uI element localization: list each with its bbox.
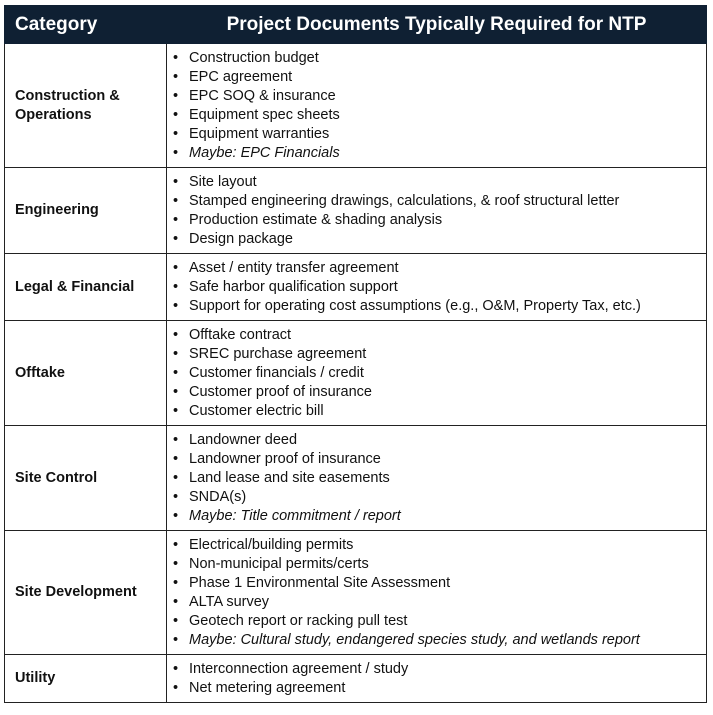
- documents-column-header: Project Documents Typically Required for NTP: [167, 6, 707, 44]
- list-item: [173, 106, 706, 125]
- list-item: [173, 574, 706, 593]
- list-item: [173, 87, 706, 106]
- table-row: [5, 168, 707, 254]
- document-list: [167, 44, 706, 167]
- category-cell: Site Development: [5, 531, 167, 655]
- bullet-icon: •: [173, 346, 179, 362]
- list-item: [173, 297, 706, 316]
- document-item-text: Design package: [189, 231, 293, 247]
- bullet-icon: •: [173, 632, 179, 648]
- bullet-icon: •: [173, 298, 179, 314]
- bullet-icon: •: [173, 260, 179, 276]
- document-item-text: Customer proof of insurance: [189, 384, 372, 400]
- document-item-text: Landowner proof of insurance: [189, 451, 381, 467]
- bullet-icon: •: [173, 556, 179, 572]
- document-item-text: Safe harbor qualification support: [189, 279, 398, 295]
- category-column-header: Category: [5, 6, 167, 44]
- category-cell: Legal & Financial: [5, 254, 167, 321]
- document-list: [167, 426, 706, 530]
- bullet-icon: •: [173, 107, 179, 123]
- bullet-icon: •: [173, 50, 179, 66]
- document-list: [167, 254, 706, 320]
- document-item-text: ALTA survey: [189, 594, 270, 610]
- list-item: [173, 125, 706, 144]
- list-item: [173, 402, 706, 421]
- table-row: [5, 254, 707, 321]
- category-cell: Engineering: [5, 168, 167, 254]
- list-item: [173, 68, 706, 87]
- bullet-icon: •: [173, 145, 179, 161]
- list-item: [173, 211, 706, 230]
- bullet-icon: •: [173, 403, 179, 419]
- bullet-icon: •: [173, 88, 179, 104]
- document-item-text: EPC SOQ & insurance: [189, 88, 336, 104]
- documents-cell: [167, 655, 707, 703]
- document-item-text: Equipment spec sheets: [189, 107, 340, 123]
- bullet-icon: •: [173, 212, 179, 228]
- bullet-icon: •: [173, 508, 179, 524]
- bullet-icon: •: [173, 279, 179, 295]
- document-item-text: Construction budget: [189, 50, 319, 66]
- bullet-icon: •: [173, 193, 179, 209]
- bullet-icon: •: [173, 489, 179, 505]
- document-item-text: Net metering agreement: [189, 680, 346, 696]
- document-item-text: SNDA(s): [189, 489, 247, 505]
- category-cell: Offtake: [5, 321, 167, 426]
- bullet-icon: •: [173, 365, 179, 381]
- documents-cell: [167, 321, 707, 426]
- bullet-icon: •: [173, 451, 179, 467]
- bullet-icon: •: [173, 594, 179, 610]
- table-row: [5, 426, 707, 531]
- document-item-text: Interconnection agreement / study: [189, 661, 409, 677]
- ntp-documents-table: [4, 5, 707, 703]
- header-row: [5, 6, 707, 44]
- category-cell: Site Control: [5, 426, 167, 531]
- table-row: [5, 531, 707, 655]
- document-item-text: Asset / entity transfer agreement: [189, 260, 399, 276]
- list-item: [173, 555, 706, 574]
- table-body: [5, 44, 707, 703]
- list-item: [173, 612, 706, 631]
- list-item: [173, 49, 706, 68]
- list-item: [173, 488, 706, 507]
- document-item-text: Equipment warranties: [189, 126, 330, 142]
- list-item: [173, 383, 706, 402]
- document-item-text: Electrical/building permits: [189, 537, 354, 553]
- bullet-icon: •: [173, 327, 179, 343]
- list-item: [173, 345, 706, 364]
- documents-cell: [167, 426, 707, 531]
- document-list: [167, 655, 706, 702]
- bullet-icon: •: [173, 537, 179, 553]
- document-item-text: Customer electric bill: [189, 403, 324, 419]
- bullet-icon: •: [173, 432, 179, 448]
- document-item-text: Maybe: Title commitment / report: [189, 508, 401, 524]
- bullet-icon: •: [173, 661, 179, 677]
- list-item: [173, 431, 706, 450]
- bullet-icon: •: [173, 613, 179, 629]
- list-item: [173, 173, 706, 192]
- list-item: [173, 507, 706, 526]
- document-item-text: Customer financials / credit: [189, 365, 364, 381]
- list-item: [173, 144, 706, 163]
- document-list: [167, 168, 706, 253]
- document-item-text: Non-municipal permits/certs: [189, 556, 369, 572]
- bullet-icon: •: [173, 384, 179, 400]
- bullet-icon: •: [173, 126, 179, 142]
- list-item: [173, 536, 706, 555]
- bullet-icon: •: [173, 680, 179, 696]
- list-item: [173, 326, 706, 345]
- document-item-text: Offtake contract: [189, 327, 292, 343]
- category-cell: Utility: [5, 655, 167, 703]
- list-item: [173, 469, 706, 488]
- documents-cell: [167, 44, 707, 168]
- document-item-text: Maybe: Cultural study, endangered species study, and wetlands report: [189, 632, 640, 648]
- documents-cell: [167, 531, 707, 655]
- bullet-icon: •: [173, 470, 179, 486]
- document-list: [167, 531, 706, 654]
- document-item-text: Geotech report or racking pull test: [189, 613, 408, 629]
- document-item-text: Site layout: [189, 174, 257, 190]
- document-item-text: Maybe: EPC Financials: [189, 145, 340, 161]
- list-item: [173, 364, 706, 383]
- document-item-text: Stamped engineering drawings, calculations, & roof structural letter: [189, 193, 620, 209]
- bullet-icon: •: [173, 231, 179, 247]
- document-item-text: Land lease and site easements: [189, 470, 390, 486]
- list-item: [173, 230, 706, 249]
- document-item-text: SREC purchase agreement: [189, 346, 367, 362]
- document-item-text: Landowner deed: [189, 432, 298, 448]
- table-row: [5, 321, 707, 426]
- table-row: [5, 44, 707, 168]
- list-item: [173, 259, 706, 278]
- document-item-text: Production estimate & shading analysis: [189, 212, 443, 228]
- documents-cell: [167, 168, 707, 254]
- bullet-icon: •: [173, 69, 179, 85]
- bullet-icon: •: [173, 575, 179, 591]
- document-item-text: Phase 1 Environmental Site Assessment: [189, 575, 451, 591]
- document-item-text: EPC agreement: [189, 69, 293, 85]
- list-item: [173, 660, 706, 679]
- list-item: [173, 192, 706, 211]
- list-item: [173, 631, 706, 650]
- document-item-text: Support for operating cost assumptions (e.g., O&M, Property Tax, etc.): [189, 298, 641, 314]
- table-row: [5, 655, 707, 703]
- list-item: [173, 450, 706, 469]
- list-item: [173, 278, 706, 297]
- bullet-icon: •: [173, 174, 179, 190]
- document-list: [167, 321, 706, 425]
- list-item: [173, 679, 706, 698]
- list-item: [173, 593, 706, 612]
- documents-cell: [167, 254, 707, 321]
- category-cell: Construction & Operations: [5, 44, 167, 168]
